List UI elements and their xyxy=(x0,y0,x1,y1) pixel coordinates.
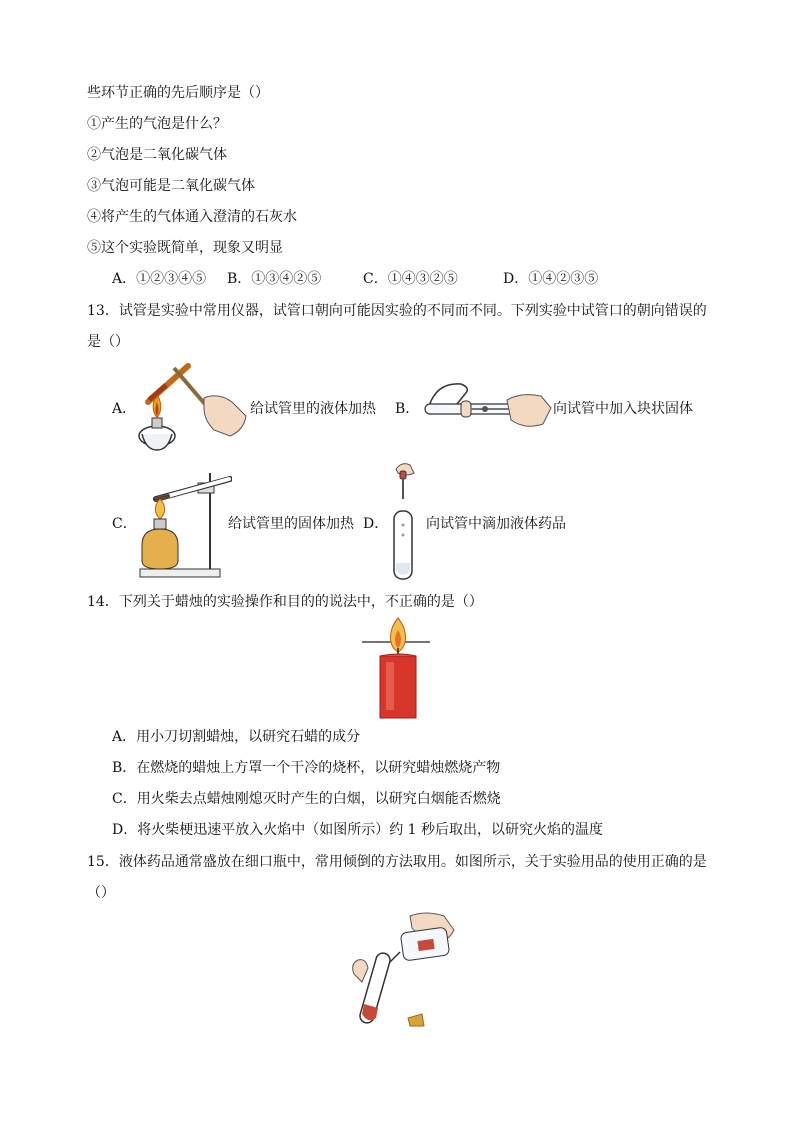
illustration-candle-with-match xyxy=(362,616,434,720)
illustration-heating-liquid-in-test-tube xyxy=(132,358,250,454)
q13-option-c-caption: 给试管里的固体加热 xyxy=(228,516,354,532)
q12-item-2: ②气泡是二氧化碳气体 xyxy=(87,147,227,163)
q13-stem-line1: 13．试管是实验中常用仪器，试管口朝向可能因实验的不同而不同。下列实验中试管口的朝向错误的 xyxy=(87,303,707,319)
q14-option-d: D．将火柴梗迅速平放入火焰中（如图所示）约 1 秒后取出，以研究火焰的温度 xyxy=(112,822,604,838)
q12-item-4: ④将产生的气体通入澄清的石灰水 xyxy=(87,209,297,225)
q12-item-5: ⑤这个实验既简单，现象又明显 xyxy=(87,240,283,256)
q13-option-d-letter: D． xyxy=(363,516,389,532)
q13-option-b-caption: 向试管中加入块状固体 xyxy=(553,401,693,417)
q12-item-3: ③气泡可能是二氧化碳气体 xyxy=(87,178,255,194)
q13-option-a-letter: A． xyxy=(112,401,137,417)
q15-stem-line1: 15．液体药品通常盛放在细口瓶中，常用倾倒的方法取用。如图所示，关于实验用品的使用正确的是 xyxy=(87,854,707,870)
illustration-pouring-liquid-into-test-tube xyxy=(348,908,458,1028)
q13-option-d-caption: 向试管中滴加液体药品 xyxy=(426,516,566,532)
illustration-dropping-liquid-into-test-tube xyxy=(384,459,424,583)
q13-stem-line2: 是（） xyxy=(87,334,129,350)
q12-stem-continuation: 些环节正确的先后顺序是（） xyxy=(87,85,269,101)
illustration-heating-solid-in-test-tube xyxy=(134,465,232,581)
illustration-adding-solid-to-test-tube xyxy=(415,378,553,436)
q12-item-1: ①产生的气泡是什么？ xyxy=(87,116,227,132)
q13-option-a-caption: 给试管里的液体加热 xyxy=(250,401,376,417)
q14-option-a: A．用小刀切割蜡烛，以研究石蜡的成分 xyxy=(112,729,361,745)
q15-stem-line2: （） xyxy=(87,885,115,901)
q14-option-b: B．在燃烧的蜡烛上方罩一个干冷的烧杯，以研究蜡烛燃烧产物 xyxy=(112,760,501,776)
q12-option-d: D．①④②③⑤ xyxy=(503,271,599,287)
q12-option-a: A．①②③④⑤ xyxy=(112,271,207,287)
q12-option-c: C．①④③②⑤ xyxy=(363,271,458,287)
q14-stem: 14．下列关于蜡烛的实验操作和目的的说法中，不正确的是（） xyxy=(87,594,483,610)
q13-option-c-letter: C． xyxy=(112,516,137,532)
q12-option-b: B．①③④②⑤ xyxy=(227,271,322,287)
q13-option-b-letter: B． xyxy=(395,401,420,417)
q14-option-c: C．用火柴去点蜡烛刚熄灭时产生的白烟，以研究白烟能否燃烧 xyxy=(112,791,501,807)
